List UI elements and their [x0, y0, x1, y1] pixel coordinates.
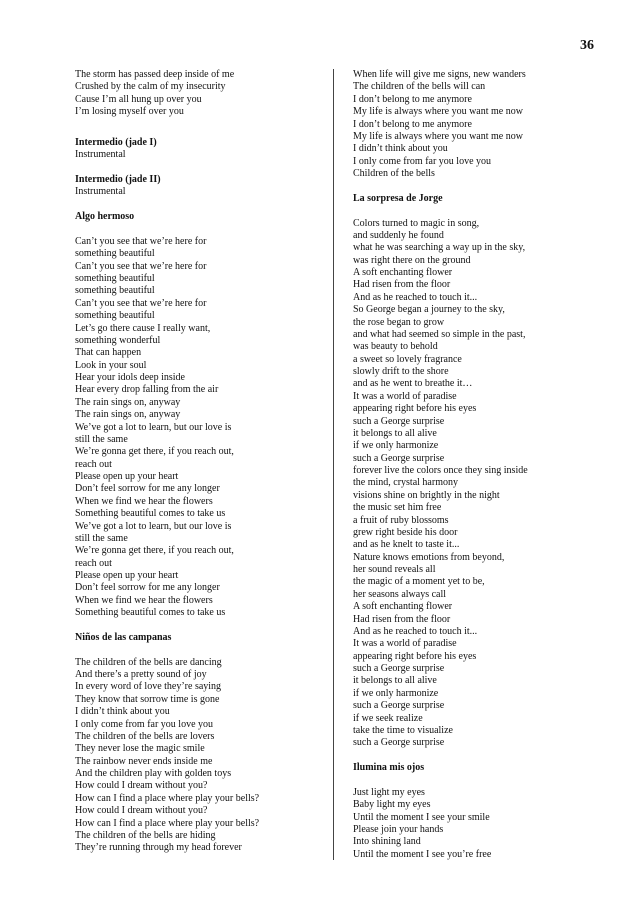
lyric-line: How can I find a place where play your bells?	[75, 792, 260, 804]
lyric-line: So George began a journey to the sky,	[353, 304, 505, 316]
lyrics-ninos-continued	[353, 69, 603, 180]
lyric-line: something beautiful	[75, 310, 155, 322]
lyric-line: Children of the bells	[353, 168, 435, 179]
lyric-line: We’re gonna get there, if you reach out,	[75, 545, 234, 557]
lyric-line: such a George surprise	[353, 415, 445, 427]
lyric-line: The rain sings on, anyway	[75, 409, 181, 421]
lyric-line: The storm has passed deep inside of me	[75, 69, 235, 80]
lyric-line: I don’t belong to me anymore	[353, 93, 472, 105]
lyric-line: still the same	[75, 532, 128, 544]
lyrics-sorpresa	[353, 218, 603, 750]
lyric-line: a fruit of ruby blossoms	[353, 514, 449, 526]
lyric-line: Hear every drop falling from the air	[75, 384, 219, 396]
lyric-line: Look in your soul	[75, 359, 147, 371]
lyric-line: In every word of love they’re saying	[75, 681, 222, 693]
lyric-line: Colors turned to magic in song,	[353, 217, 480, 229]
lyric-line: The children of the bells are hiding	[75, 829, 216, 841]
lyric-line: I only come from far you love you	[353, 155, 492, 167]
lyric-line: Don’t feel sorrow for me any longer	[75, 582, 220, 594]
lyric-line: and as he knelt to taste it...	[353, 539, 460, 551]
lyric-line: the rose began to grow	[353, 316, 445, 328]
lyric-line: forever live the colors once they sing inside	[353, 465, 528, 476]
lyric-line: still the same	[75, 433, 128, 445]
lyric-line: And the children play with golden toys	[75, 768, 232, 779]
lyric-line: it belongs to all alive	[353, 675, 437, 687]
lyric-line: The children of the bells are dancing	[75, 656, 222, 668]
lyric-line: such a George surprise	[353, 737, 445, 749]
lyric-line: a sweet so lovely fragrance	[353, 353, 462, 365]
lyric-line: It was a world of paradise	[353, 638, 457, 650]
lyric-line: Something beautiful comes to take us	[75, 607, 226, 619]
left-column	[75, 69, 325, 855]
section-title-algo-hermoso: Algo hermoso	[75, 211, 135, 223]
lyric-line: Cause I’m all hung up over you	[75, 93, 202, 105]
lyric-line: I didn’t think about you	[353, 143, 448, 155]
lyric-line: the music set him free	[353, 502, 442, 514]
lyric-line: reach out	[75, 458, 112, 470]
lyric-line: it belongs to all alive	[353, 427, 437, 439]
lyric-line: was right there on the ground	[353, 254, 471, 266]
section-title-ninos: Niños de las campanas	[75, 631, 172, 643]
lyric-line: They know that sorrow time is gone	[75, 693, 220, 705]
lyric-line: We’ve got a lot to learn, but our love is	[75, 520, 232, 532]
column-divider	[333, 69, 334, 860]
lyric-line: It was a world of paradise	[353, 390, 457, 402]
lyric-line: We’re gonna get there, if you reach out,	[75, 446, 234, 458]
right-column	[353, 69, 603, 861]
lyric-line: something wonderful	[75, 334, 161, 346]
lyric-line: And as he reached to touch it...	[353, 291, 478, 303]
lyric-line: Nature knows emotions from beyond,	[353, 551, 505, 563]
lyrics-ilumina	[353, 787, 603, 861]
lyric-line: something beautiful	[75, 248, 155, 260]
lyric-line: I only come from far you love you	[75, 718, 214, 730]
lyric-line: They’re running through my head forever	[75, 842, 242, 854]
lyric-line: The children of the bells are lovers	[75, 730, 215, 742]
section-subtitle-intermedio-2: Instrumental	[75, 186, 126, 198]
lyric-line: I didn’t think about you	[75, 706, 170, 718]
lyric-line: That can happen	[75, 347, 142, 359]
lyric-line: And there’s a pretty sound of joy	[75, 669, 207, 680]
lyric-line: Had risen from the floor	[353, 279, 451, 291]
lyric-line: I’m losing myself over you	[75, 106, 184, 118]
lyric-line: A soft enchanting flower	[353, 267, 453, 278]
lyric-line: Can’t you see that we’re here for	[75, 260, 207, 272]
lyric-line: if we only harmonize	[353, 687, 439, 699]
lyric-line: A soft enchanting flower	[353, 601, 453, 613]
lyric-line: Please open up your heart	[75, 471, 179, 482]
lyric-line: Please join your hands	[353, 823, 444, 835]
lyric-line: something beautiful	[75, 273, 155, 284]
lyric-line: and what had seemed so simple in the past,	[353, 328, 526, 340]
lyric-line: Don’t feel sorrow for me any longer	[75, 483, 220, 495]
lyric-line: grew right beside his door	[353, 526, 458, 538]
lyric-line: reach out	[75, 557, 112, 569]
lyric-line: take the time to visualize	[353, 724, 453, 736]
lyric-line: if we seek realize	[353, 712, 423, 724]
lyric-line: How could I dream without you?	[75, 780, 208, 792]
lyric-line: something beautiful	[75, 285, 155, 297]
section-title-ilumina: Ilumina mis ojos	[353, 762, 425, 773]
lyric-line: Just light my eyes	[353, 786, 425, 798]
lyric-line: I don’t belong to me anymore	[353, 118, 472, 130]
lyric-line: The children of the bells will can	[353, 81, 486, 93]
lyric-line: Can’t you see that we’re here for	[75, 235, 207, 247]
lyric-line: and as he went to breathe it…	[353, 378, 473, 390]
lyric-line: The rain sings on, anyway	[75, 396, 181, 408]
lyric-line: Into shining land	[353, 836, 421, 848]
lyric-line: Crushed by the calm of my insecurity	[75, 81, 226, 93]
lyric-line: what he was searching a way up in the sky,	[353, 242, 526, 254]
lyric-line: Can’t you see that we’re here for	[75, 297, 207, 309]
lyric-line: such a George surprise	[353, 663, 445, 674]
storm-verse	[75, 69, 325, 119]
lyric-line: such a George surprise	[353, 700, 445, 712]
lyrics-algo-hermoso	[75, 236, 325, 620]
lyric-line: When life will give me signs, new wanders	[353, 69, 526, 80]
lyric-line: her seasons always call	[353, 588, 447, 600]
lyric-line: Hear your idols deep inside	[75, 372, 185, 383]
lyric-line: if we only harmonize	[353, 440, 439, 452]
lyric-line: When we find we hear the flowers	[75, 495, 213, 507]
lyric-line: appearing right before his eyes	[353, 403, 477, 415]
lyric-line: such a George surprise	[353, 452, 445, 464]
lyric-line: They never lose the magic smile	[75, 743, 205, 755]
lyric-line: When we find we hear the flowers	[75, 594, 213, 606]
lyric-line: appearing right before his eyes	[353, 650, 477, 662]
lyric-line: We’ve got a lot to learn, but our love is	[75, 421, 232, 433]
lyric-line: her sound reveals all	[353, 564, 436, 575]
lyric-line: My life is always where you want me now	[353, 130, 523, 142]
lyric-line: How can I find a place where play your bells?	[75, 817, 260, 829]
lyric-line: Something beautiful comes to take us	[75, 508, 226, 520]
section-title-sorpresa: La sorpresa de Jorge	[353, 192, 443, 204]
lyric-line: was beauty to behold	[353, 341, 438, 353]
lyric-line: How could I dream without you?	[75, 805, 208, 817]
section-title-intermedio-1: Intermedio (jade I)	[75, 136, 157, 148]
lyric-line: Until the moment I see you’re free	[353, 848, 492, 860]
lyric-line: Had risen from the floor	[353, 613, 451, 625]
lyric-line: My life is always where you want me now	[353, 106, 523, 118]
lyric-line: the mind, crystal harmony	[353, 477, 458, 489]
lyric-line: Baby light my eyes	[353, 799, 431, 811]
lyric-line: Please open up your heart	[75, 570, 179, 581]
section-subtitle-intermedio-1: Instrumental	[75, 149, 126, 161]
lyrics-ninos	[75, 657, 325, 855]
section-title-intermedio-2: Intermedio (jade II)	[75, 174, 161, 185]
lyric-line: And as he reached to touch it...	[353, 625, 478, 637]
lyric-line: Let’s go there cause I really want,	[75, 322, 211, 334]
lyric-line: slowly drift to the shore	[353, 366, 449, 377]
lyric-line: and suddenly he found	[353, 229, 444, 241]
page-number: 36	[580, 38, 594, 53]
lyric-line: The rainbow never ends inside me	[75, 755, 213, 767]
lyric-line: the magic of a moment yet to be,	[353, 576, 485, 588]
lyric-line: Until the moment I see your smile	[353, 811, 490, 823]
lyric-line: visions shine on brightly in the night	[353, 489, 500, 501]
